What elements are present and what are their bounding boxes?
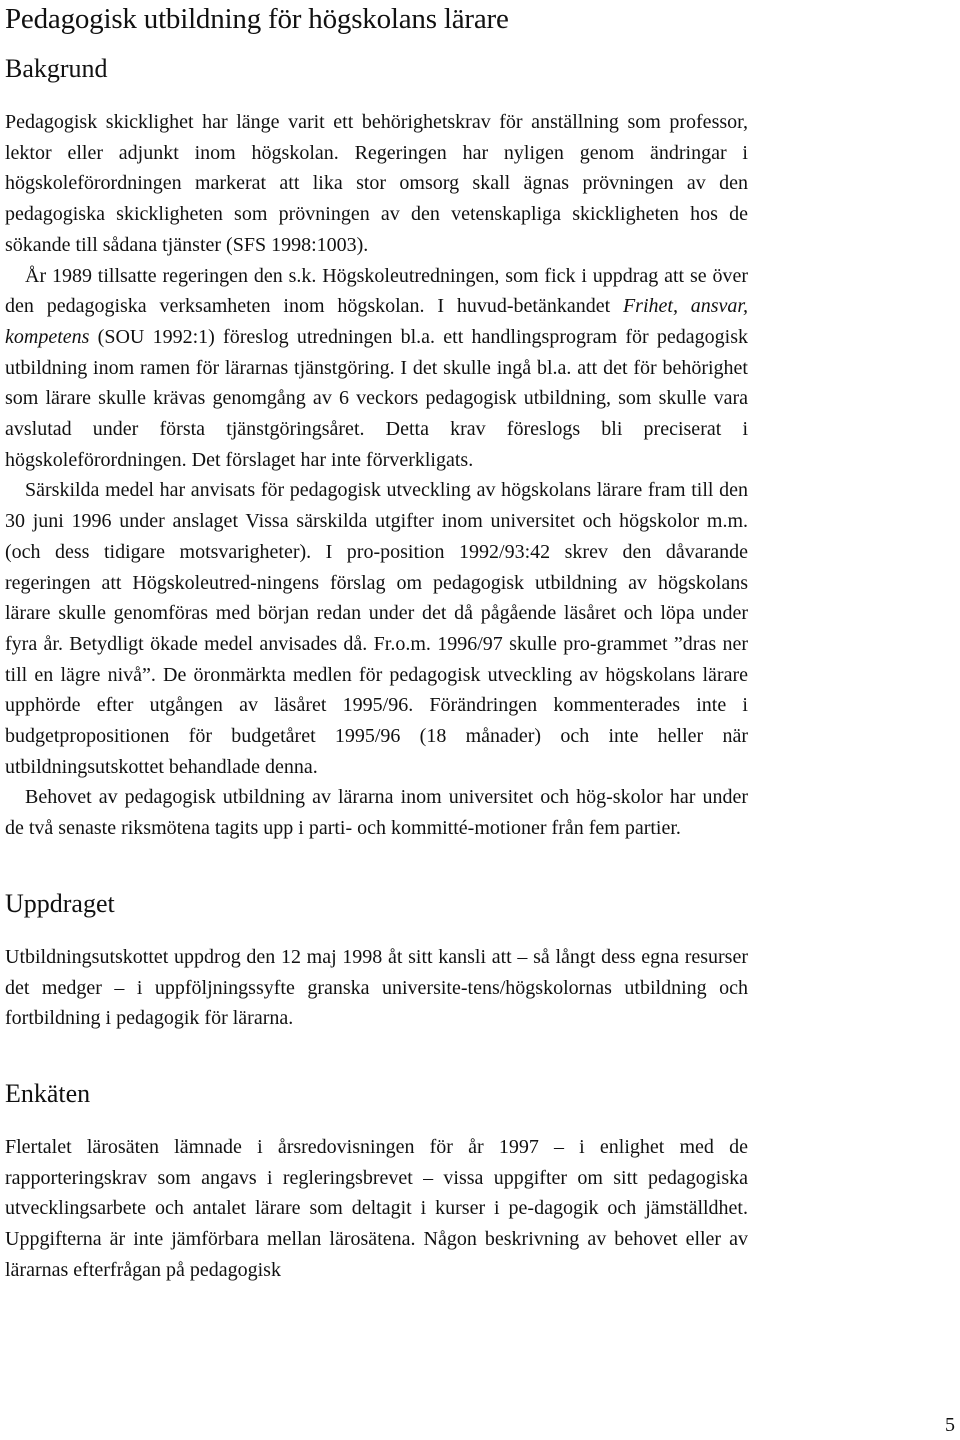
paragraph-text: (SOU 1992:1) föreslog utredningen bl.a. ett handlingsprogram för pedagogisk utbildning inom ramen för lärarnas tjänstgöring. I det skulle ingå bl.a. att det för behörighet som lärare skulle krävas genomgång av 6 veckors pedagogisk utbildning, som skulle vara avslutad under första tjänstgöringsåret. Detta krav föreslogs bli preciserat i högskoleförordningen. Det förslaget har inte förverkligats. <box>5 325 748 471</box>
section-heading-uppdraget: Uppdraget <box>5 888 115 918</box>
paragraph <box>5 261 748 476</box>
document-title: Pedagogisk utbildning för högskolans lärare <box>5 3 509 35</box>
paragraph: Särskilda medel har anvisats för pedagogisk utveckling av högskolans lärare fram till den 30 juni 1996 under anslaget Vissa särskilda utgifter inom universitet och högskolor m.m. (och dess tidigare motsvarigheter). I pro-position 1992/93:42 skrev den dåvarande regeringen att Högskoleutred-ningens förslag om pedagogisk utbildning av högskolans lärare skulle genomföras med början redan under det då pågående läsåret och löpa under fyra år. Betydligt ökade medel anvisades då. Fr.o.m. 1996/97 skulle pro-grammet ”dras ner till en lägre nivå”. De öronmärkta medlen för pedagogisk utveckling av högskolans lärare upphörde efter utgången av läsåret 1995/96. Förändringen kommenterades inte i budgetpropositionen för budgetåret 1995/96 (18 månader) och inte heller när utbildningsutskottet behandlade denna. <box>5 479 748 778</box>
paragraph-text: År 1989 tillsatte regeringen den s.k. Högskoleutredningen, som fick i uppdrag att se över den pedagogiska verksamheten inom högskolan. I huvud-betänkandet <box>5 264 748 318</box>
italic-report-title: Frihet, ansvar, kompetens <box>5 295 748 348</box>
section-bakgrund <box>5 53 748 844</box>
paragraph: Utbildningsutskottet uppdrog den 12 maj 1998 åt sitt kansli att – så långt dess egna resurser det medger – i uppföljningssyfte granska universite-tens/högskolornas utbildning och fortbildning i pedagogik för lärarna. <box>5 945 748 1030</box>
section-uppdraget <box>5 888 748 1034</box>
paragraph: Flertalet lärosäten lämnade i årsredovisningen för år 1997 – i enlighet med de rapporteringskrav som angavs i regleringsbrevet – vissa uppgifter om sitt pedagogiska utvecklingsarbete och antalet lärare som deltagit i kurser i pe-dagogik och jämställdhet. Uppgifterna är inte jämförbara mellan lärosätena. Någon beskrivning av behovet eller av lärarnas efterfrågan på pedagogisk <box>5 1135 748 1281</box>
section-enkaten <box>5 1078 748 1286</box>
paragraph: Pedagogisk skicklighet har länge varit ett behörighetskrav för anställning som professor, lektor eller adjunkt inom högskolan. Regeringen har nyligen genom ändringar i högskoleförordningen markerat att lika stor omsorg skall ägnas prövningen av den pedagogiska skickligheten som prövningen av den vetenskapliga skickligheten hos de sökande till sådana tjänster (SFS 1998:1003). <box>5 111 748 256</box>
page-number: 5 <box>945 1414 955 1436</box>
document-page <box>5 0 748 1286</box>
section-heading-enkaten: Enkäten <box>5 1078 91 1108</box>
paragraph: Behovet av pedagogisk utbildning av lärarna inom universitet och hög-skolor har under de två senaste riksmötena tagits upp i parti- och kommitté-motioner från fem partier. <box>5 786 748 840</box>
section-heading-bakgrund: Bakgrund <box>5 54 108 83</box>
